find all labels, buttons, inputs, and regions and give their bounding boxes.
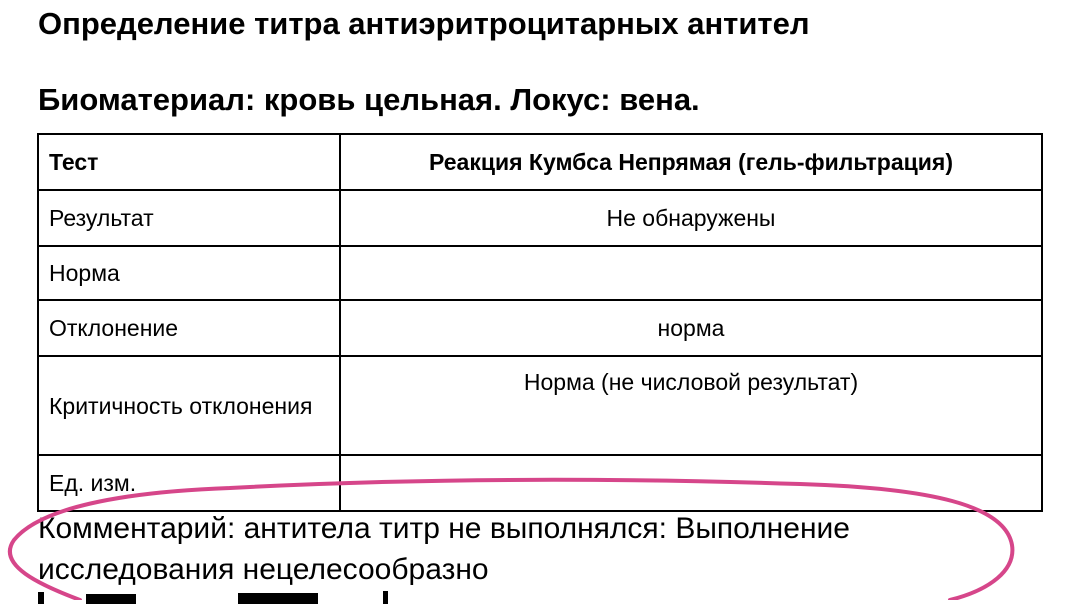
header-test-label: Тест [38,134,340,190]
row-label-result: Результат [38,190,340,246]
row-label-norm: Норма [38,246,340,300]
row-label-unit: Ед. изм. [38,455,340,511]
row-label-deviation: Отклонение [38,300,340,356]
row-value-deviation: норма [340,300,1042,356]
table-row [38,356,1042,455]
comment-text: Комментарий: антитела титр не выполнялся: Выполнение исследования нецелесообразно [38,512,850,586]
row-value-unit [340,455,1042,511]
cropped-glyph [383,591,388,604]
cropped-glyph [238,593,318,604]
cropped-glyph [86,594,136,604]
row-label-criticality: Критичность отклонения [38,356,340,455]
row-value-criticality: Норма (не числовой результат) [340,356,1042,455]
table-header-row [38,134,1042,190]
results-table [37,133,1043,512]
row-value-norm [340,246,1042,300]
row-value-result: Не обнаружены [340,190,1042,246]
cropped-glyph [38,592,44,604]
document-subtitle: Биоматериал: кровь цельная. Локус: вена. [38,82,700,117]
table-row [38,190,1042,246]
cropped-text-line [38,590,438,604]
document-title: Определение титра антиэритроцитарных антител [38,6,810,41]
table-row [38,455,1042,511]
header-test-value: Реакция Кумбса Непрямая (гель-фильтрация) [340,134,1042,190]
table-row [38,246,1042,300]
table-row [38,300,1042,356]
